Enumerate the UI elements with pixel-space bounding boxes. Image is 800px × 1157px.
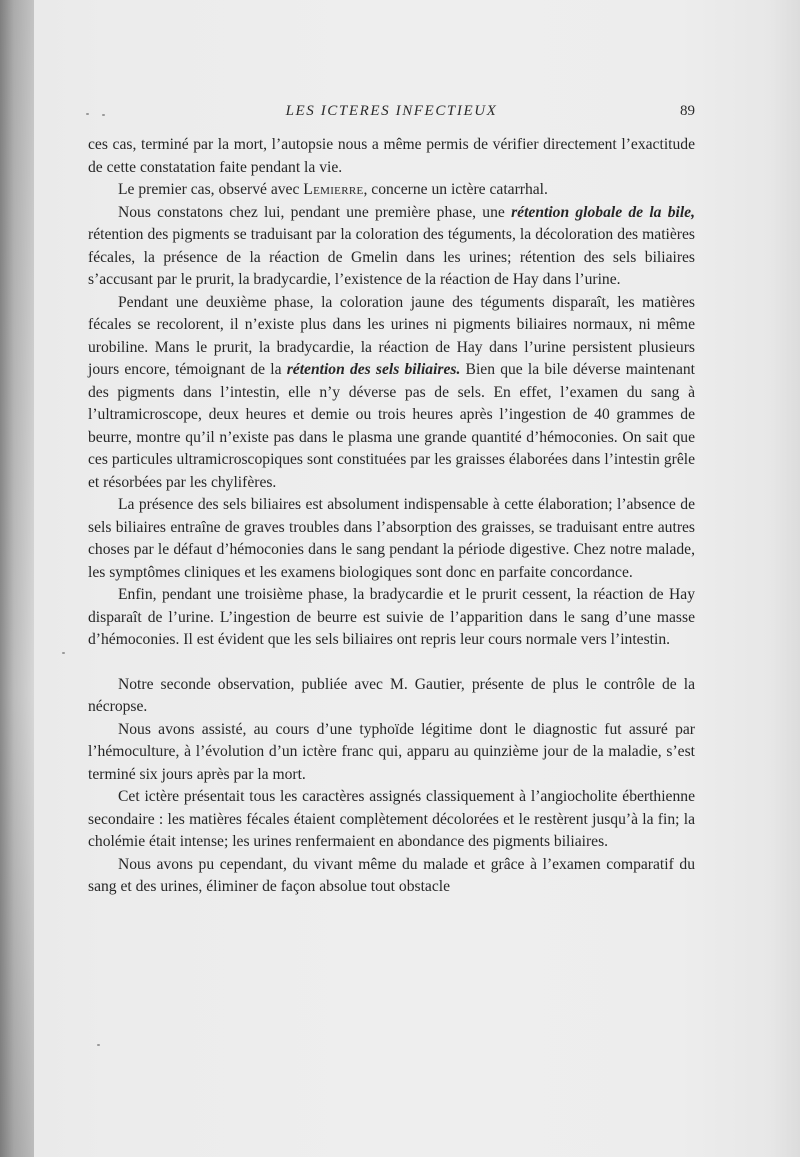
paper-speck <box>102 114 105 116</box>
paper-speck <box>62 652 65 654</box>
emphasis-retention-globale: rétention globale de la bile, <box>511 203 696 221</box>
paragraph-1: ces cas, terminé par la mort, l’autopsie nous a même permis de vérifier directement l’exactitude de cette constatation faite pendant la vie. <box>88 136 695 176</box>
running-header <box>88 103 695 123</box>
paragraph-4-end: Bien que la bile déverse maintenant des pigments dans l’intestin, elle n’y déverse pas de sels. En effet, l’examen du sang à l’ultramicroscope, deux heures et demie ou trois heures après l’ingestion de 40 grammes de beurre, montre qu’il n’existe pas dans le plasma une grande quantité d’hémoconies. On sait que ces particules ultramicroscopiques sont constituées par les graisses élaborées dans l’intestin grêle et résorbées par les chylifères. <box>88 361 695 491</box>
paragraph-3 <box>88 202 695 292</box>
running-title: LES ICTERES INFECTIEUX <box>285 103 498 119</box>
paragraph-9: Cet ictère présentait tous les caractères assignés classiquement à l’angiocholite éberthienne secondaire : les matières fécales étaient complètement décolorées et le restèrent jusqu’à la fin; la cholémie était intense; les urines renfermaient en abondance des pigments biliaires. <box>88 788 695 850</box>
paragraph-6: Enfin, pendant une troisième phase, la bradycardie et le prurit cessent, la réaction de Hay disparaît de l’urine. L’ingestion de beurre est suivie de l’apparition dans le sang d’une masse d’hémoconies. Il est évident que les sels biliaires ont repris leur cours normale vers l’intestin. <box>88 586 695 648</box>
paragraph-7: Notre seconde observation, publiée avec M. Gautier, présente de plus le contrôle de la nécropse. <box>88 675 695 715</box>
paragraph-10: Nous avons pu cependant, du vivant même du malade et grâce à l’examen comparatif du sang et des urines, éliminer de façon absolue tout obstacle <box>88 855 695 895</box>
paragraph-3-start: Nous constatons chez lui, pendant une première phase, une <box>118 203 512 221</box>
emphasis-retention-sels: rétention des sels biliaires. <box>286 361 461 378</box>
paragraph-4 <box>88 292 695 495</box>
body-text <box>88 134 695 899</box>
paragraph-5: La présence des sels biliaires est absolument indispensable à cette élaboration; l’absence de sels biliaires entraîne de graves troubles dans l’absorption des graisses, se traduisant entre autres choses par le défaut d’hémoconies dans le sang pendant la période digestive. Chez notre malade, les symptômes cliniques et les examens biologiques sont donc en parfaite concordance. <box>88 496 695 581</box>
page-number: 89 <box>680 103 695 119</box>
paragraph-4-start: Pendant une deuxième phase, la coloration jaune des téguments disparaît, les matières fécales se recolorent, il n’existe plus dans les urines ni pigments biliaires normaux, ni même urobiline. Mans le prurit, la bradycardie, la réaction de Hay dans l’urine persistent plusieurs jours encore, témoignant de la <box>88 293 695 378</box>
paper-speck <box>86 113 89 115</box>
paragraph-8: Nous avons assisté, au cours d’une typhoïde légitime dont le diagnostic fut assuré par l’hémoculture, à l’évolution d’un ictère franc qui, apparu au quinzième jour de la maladie, s’est terminé six jours après par la mort. <box>88 720 695 783</box>
paragraph-2-end: , concerne un ictère catarrhal. <box>363 181 548 198</box>
section-gap <box>88 652 695 674</box>
paragraph-3-end: rétention des pigments se traduisant par la coloration des téguments, la décoloration des matières fécales, la présence de la réaction de Gmelin dans les urines; rétention des sels biliaires s’accusant par le prurit, la bradycardie, l’existence de la réaction de Hay dans l’urine. <box>88 226 695 288</box>
author-name: Lemierre <box>303 181 364 198</box>
paragraph-2 <box>88 179 695 202</box>
paper-speck <box>97 1044 100 1046</box>
paragraph-2-start: Le premier cas, observé avec <box>118 181 304 198</box>
